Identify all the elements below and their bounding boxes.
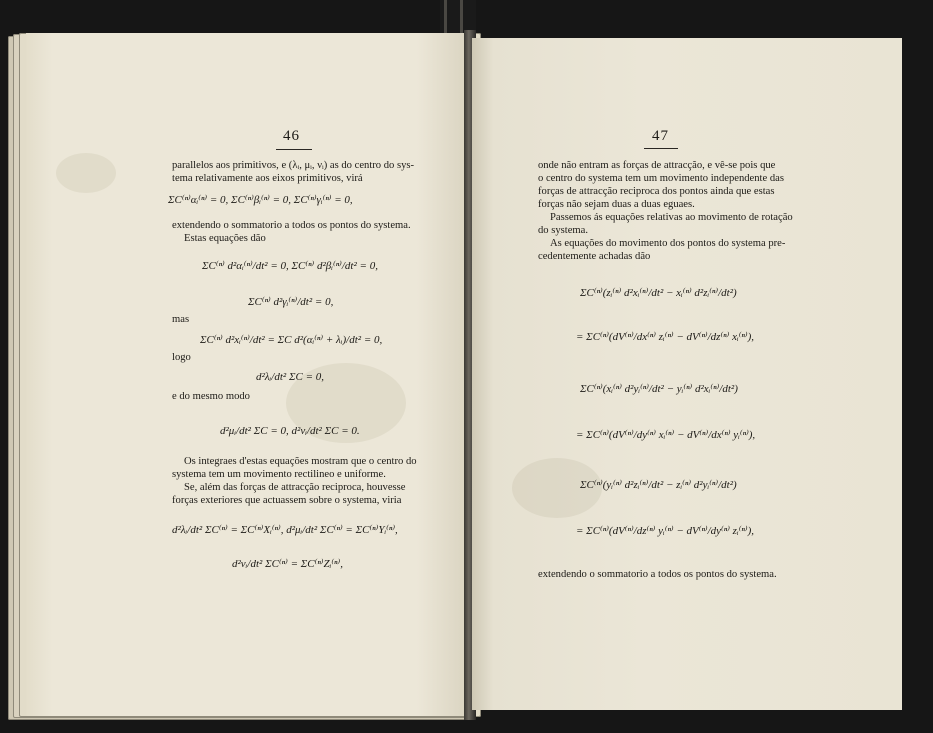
- equation: ΣC⁽ⁿ⁾(zᵢ⁽ⁿ⁾ d²xᵢ⁽ⁿ⁾/dt² − xᵢ⁽ⁿ⁾ d²zᵢ⁽ⁿ⁾/dt²): [580, 287, 737, 299]
- text-line: mas: [172, 314, 190, 325]
- text-line: As equações do movimento dos pontos do systema pre-: [550, 238, 786, 249]
- text-line: tema relativamente aos eixos primitivos, virá: [172, 173, 363, 184]
- page-number: 47: [652, 128, 669, 144]
- text-line: Se, além das forças de attracção reciproca, houvesse: [184, 482, 406, 493]
- text-line: forças exteriores que actuassem sobre o systema, viria: [172, 495, 402, 506]
- page-number: 46: [283, 128, 300, 144]
- text-line: parallelos aos primitivos, e (λᵢ, μᵢ, νᵢ) as do centro do sys-: [172, 160, 415, 171]
- text-line: forças não sejam duas a duas eguaes.: [538, 199, 695, 210]
- text-line: forças de attracção reciproca dos pontos ainda que estas: [538, 186, 775, 197]
- page-number-rule: [644, 148, 678, 149]
- page-number-rule: [276, 149, 312, 150]
- text-line: systema tem um movimento rectilineo e uniforme.: [172, 469, 386, 480]
- text-line: cedentemente achadas dão: [538, 251, 651, 262]
- text-line: Os integraes d'estas equações mostram que o centro do: [184, 456, 417, 467]
- equation: d²λᵢ/dt² ΣC = 0,: [256, 371, 325, 383]
- text-line: do systema.: [538, 225, 589, 236]
- equation: ΣC⁽ⁿ⁾ d²xᵢ⁽ⁿ⁾/dt² = ΣC d²(αᵢ⁽ⁿ⁾ + λᵢ)/dt² = 0,: [200, 334, 383, 346]
- text-line: o centro do systema tem um movimento independente das: [538, 173, 784, 184]
- text-line: Estas equações dão: [184, 233, 266, 244]
- equation: = ΣC⁽ⁿ⁾(dV⁽ⁿ⁾/dy⁽ⁿ⁾ xᵢ⁽ⁿ⁾ − dV⁽ⁿ⁾/dx⁽ⁿ⁾ yᵢ⁽ⁿ⁾),: [576, 429, 756, 441]
- equation: ΣC⁽ⁿ⁾αᵢ⁽ⁿ⁾ = 0, ΣC⁽ⁿ⁾βᵢ⁽ⁿ⁾ = 0, ΣC⁽ⁿ⁾γᵢ⁽ⁿ⁾ = 0,: [168, 194, 353, 206]
- text-line: Passemos ás equações relativas ao movimento de rotação: [550, 212, 793, 223]
- binding-clip: [440, 0, 476, 34]
- equation: ΣC⁽ⁿ⁾(yᵢ⁽ⁿ⁾ d²zᵢ⁽ⁿ⁾/dt² − zᵢ⁽ⁿ⁾ d²yᵢ⁽ⁿ⁾/dt²): [580, 479, 737, 491]
- equation: ΣC⁽ⁿ⁾ d²αᵢ⁽ⁿ⁾/dt² = 0, ΣC⁽ⁿ⁾ d²βᵢ⁽ⁿ⁾/dt² = 0,: [202, 260, 378, 272]
- equation: = ΣC⁽ⁿ⁾(dV⁽ⁿ⁾/dz⁽ⁿ⁾ yᵢ⁽ⁿ⁾ − dV⁽ⁿ⁾/dy⁽ⁿ⁾ zᵢ⁽ⁿ⁾),: [576, 525, 754, 537]
- text-line: e do mesmo modo: [172, 391, 250, 402]
- equation: = ΣC⁽ⁿ⁾(dV⁽ⁿ⁾/dx⁽ⁿ⁾ zᵢ⁽ⁿ⁾ − dV⁽ⁿ⁾/dz⁽ⁿ⁾ xᵢ⁽ⁿ⁾),: [576, 331, 754, 343]
- equation: ΣC⁽ⁿ⁾ d²γᵢ⁽ⁿ⁾/dt² = 0,: [248, 296, 334, 308]
- text-line: logo: [172, 352, 191, 363]
- left-page: [26, 33, 470, 716]
- equation: d²λᵢ/dt² ΣC⁽ⁿ⁾ = ΣC⁽ⁿ⁾Xᵢ⁽ⁿ⁾, d²μᵢ/dt² ΣC⁽ⁿ⁾ = ΣC⁽ⁿ⁾Yᵢ⁽ⁿ⁾,: [172, 524, 398, 536]
- equation: ΣC⁽ⁿ⁾(xᵢ⁽ⁿ⁾ d²yᵢ⁽ⁿ⁾/dt² − yᵢ⁽ⁿ⁾ d²xᵢ⁽ⁿ⁾/dt²): [580, 383, 738, 395]
- equation: d²νᵢ/dt² ΣC⁽ⁿ⁾ = ΣC⁽ⁿ⁾Zᵢ⁽ⁿ⁾,: [232, 558, 343, 570]
- equation: d²μᵢ/dt² ΣC = 0, d²νᵢ/dt² ΣC = 0.: [220, 425, 360, 437]
- text-line: onde não entram as forças de attracção, e vê-se pois que: [538, 160, 776, 171]
- text-line: extendendo o sommatorio a todos os pontos do systema.: [538, 569, 777, 580]
- text-line: extendendo o sommatorio a todos os pontos do systema.: [172, 220, 411, 231]
- right-page: [472, 38, 902, 710]
